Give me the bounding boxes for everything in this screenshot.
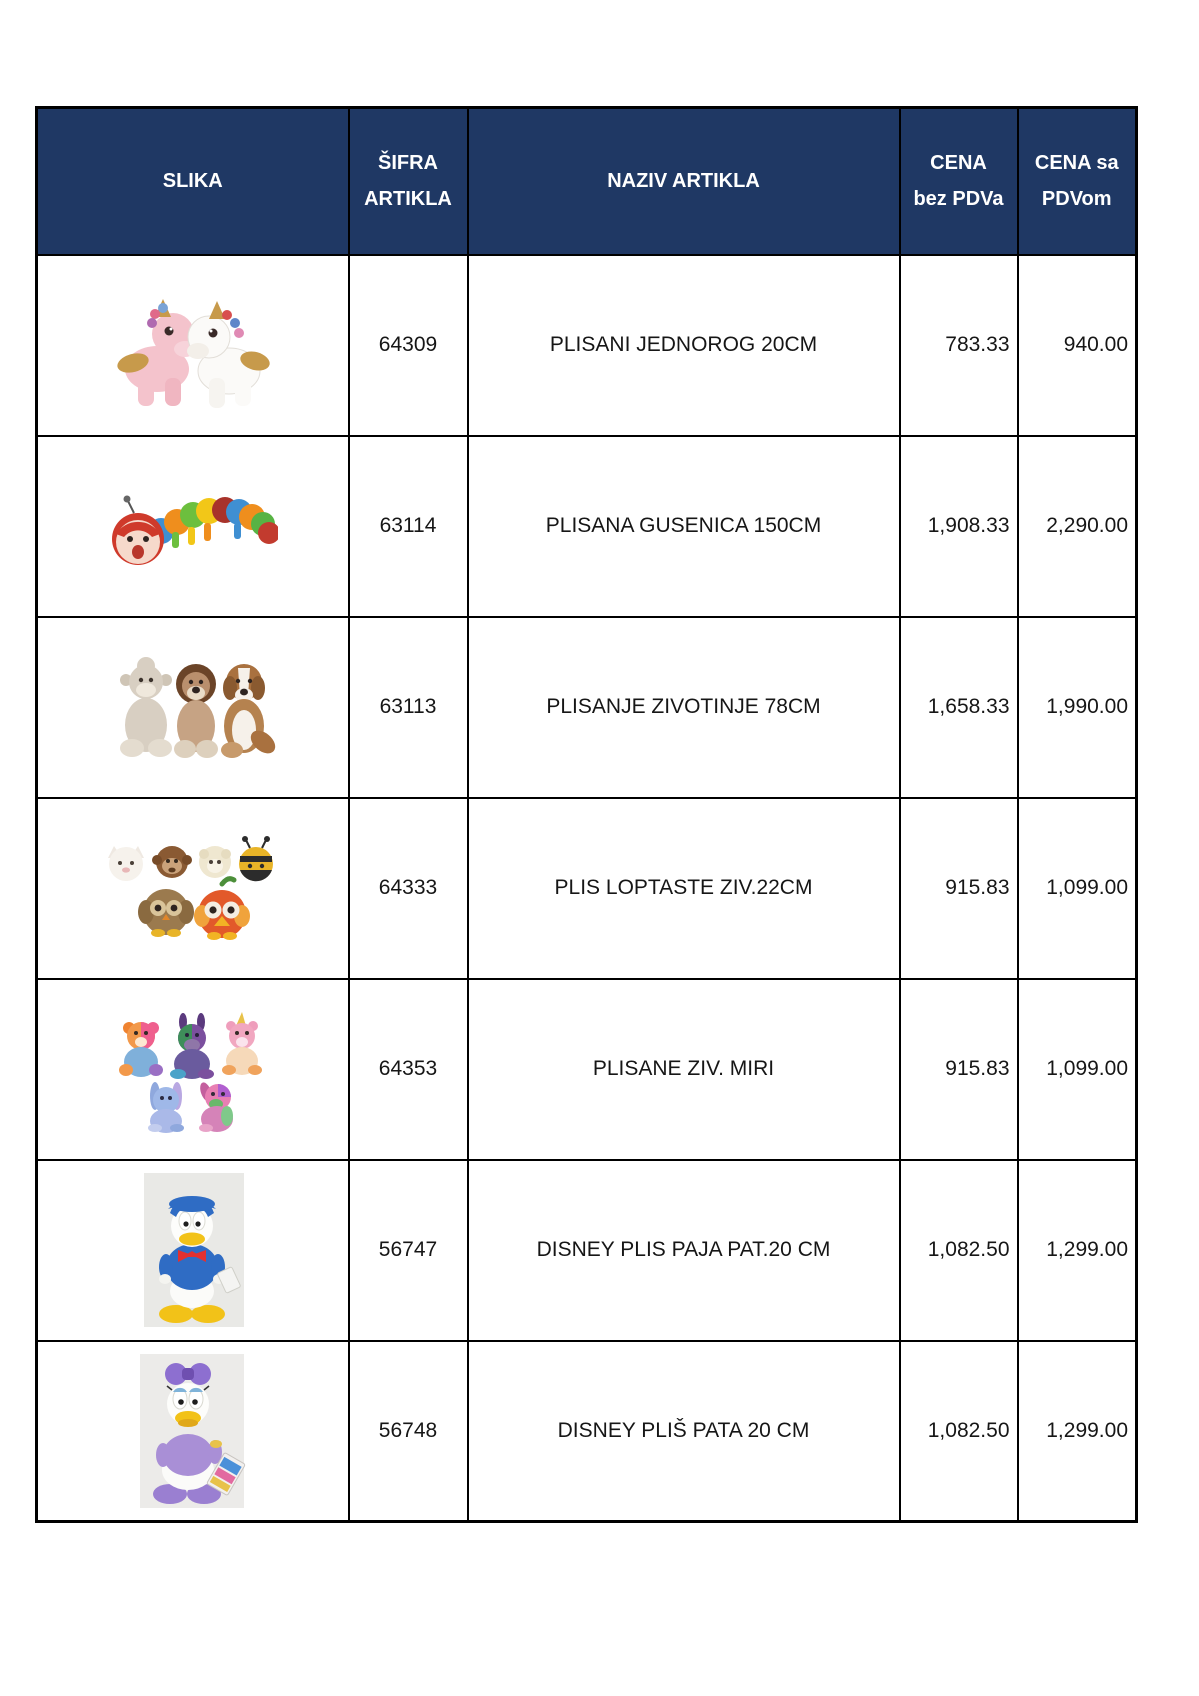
- product-image-cell: [37, 979, 349, 1160]
- price-without-vat: 1,658.33: [900, 617, 1018, 798]
- product-code: 63113: [349, 617, 468, 798]
- price-with-vat: 1,990.00: [1018, 617, 1137, 798]
- product-name: PLISANE ZIV. MIRI: [468, 979, 900, 1160]
- column-header-slika: SLIKA: [37, 108, 349, 255]
- product-code: 63114: [349, 436, 468, 617]
- pink-and-white-unicorns-plush-image: [105, 281, 280, 409]
- table-row: [37, 798, 1137, 979]
- product-code: 64333: [349, 798, 468, 979]
- daisy-duck-plush-image: [108, 1352, 278, 1510]
- price-with-vat: 1,099.00: [1018, 798, 1137, 979]
- product-code: 64309: [349, 255, 468, 436]
- product-image-cell: [37, 1341, 349, 1522]
- product-name: DISNEY PLIŠ PATA 20 CM: [468, 1341, 900, 1522]
- price-without-vat: 783.33: [900, 255, 1018, 436]
- product-name: DISNEY PLIS PAJA PAT.20 CM: [468, 1160, 900, 1341]
- column-header-naziv-artikla: NAZIV ARTIKLA: [468, 108, 900, 255]
- price-with-vat: 1,299.00: [1018, 1160, 1137, 1341]
- price-without-vat: 1,082.50: [900, 1160, 1018, 1341]
- three-sitting-plush-animals-image: [108, 650, 278, 765]
- product-name: PLISANJE ZIVOTINJE 78CM: [468, 617, 900, 798]
- donald-duck-plush-image: [108, 1171, 278, 1329]
- product-image-cell: [37, 1160, 349, 1341]
- five-sequin-plush-animals-image: [103, 1004, 283, 1134]
- table-row: [37, 1160, 1137, 1341]
- price-with-vat: 940.00: [1018, 255, 1137, 436]
- price-without-vat: 1,082.50: [900, 1341, 1018, 1522]
- column-header-sifra-artikla: ŠIFRA ARTIKLA: [349, 108, 468, 255]
- price-with-vat: 2,290.00: [1018, 436, 1137, 617]
- product-name: PLIS LOPTASTE ZIV.22CM: [468, 798, 900, 979]
- six-round-ball-plush-animals-image: [98, 832, 288, 944]
- price-without-vat: 915.83: [900, 979, 1018, 1160]
- table-row: [37, 1341, 1137, 1522]
- product-code: 56748: [349, 1341, 468, 1522]
- price-with-vat: 1,299.00: [1018, 1341, 1137, 1522]
- product-image-cell: [37, 255, 349, 436]
- table-row: [37, 979, 1137, 1160]
- column-header-cena-sa-pdvom: CENA sa PDVom: [1018, 108, 1137, 255]
- product-name: PLISANA GUSENICA 150CM: [468, 436, 900, 617]
- product-code: 56747: [349, 1160, 468, 1341]
- table-row: [37, 255, 1137, 436]
- price-table: [35, 106, 1138, 1523]
- table-row: [37, 436, 1137, 617]
- price-without-vat: 915.83: [900, 798, 1018, 979]
- product-image-cell: [37, 436, 349, 617]
- table-header-row: [37, 108, 1137, 255]
- table-row: [37, 617, 1137, 798]
- price-without-vat: 1,908.33: [900, 436, 1018, 617]
- column-header-cena-bez-pdva: CENA bez PDVa: [900, 108, 1018, 255]
- product-code: 64353: [349, 979, 468, 1160]
- price-with-vat: 1,099.00: [1018, 979, 1137, 1160]
- product-image-cell: [37, 798, 349, 979]
- product-image-cell: [37, 617, 349, 798]
- rainbow-caterpillar-plush-image: [108, 479, 278, 574]
- product-name: PLISANI JEDNOROG 20CM: [468, 255, 900, 436]
